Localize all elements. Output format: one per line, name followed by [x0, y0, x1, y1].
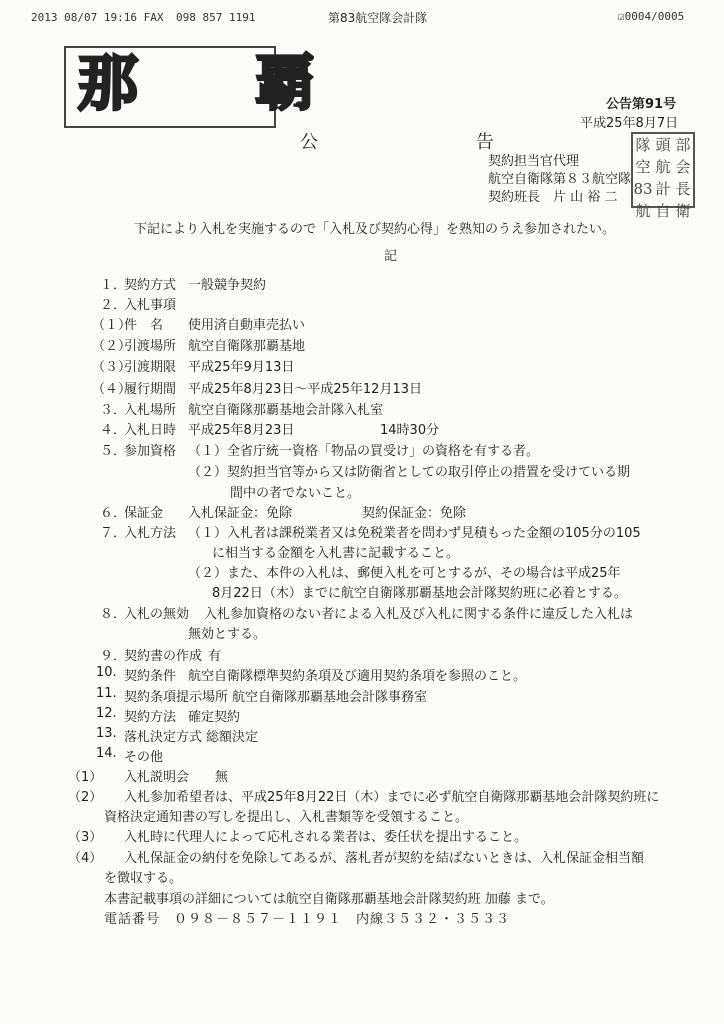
item-2-3-value: 平成25年9月13日: [188, 360, 295, 375]
other-2-num: （2）: [68, 790, 103, 805]
other-4-text-a: 入札保証金の納付を免除してあるが、落札者が契約を結ばないときは、入札保証金相当額: [124, 851, 645, 866]
item-14-num: 14.: [96, 746, 117, 761]
other-1-num: （1）: [68, 770, 103, 785]
item-3-value: 航空自衛隊那覇基地会計隊入札室: [188, 403, 384, 418]
item-4-time: 14時30分: [380, 423, 440, 438]
seal-char: 航: [655, 158, 671, 176]
seal-char: 衛: [675, 202, 691, 220]
item-8-num: ８．: [100, 607, 127, 622]
item-1-label: 契約方式: [124, 278, 177, 293]
item-10-value: 航空自衛隊標準契約条項及び適用契約条項を参照のこと。: [188, 669, 527, 684]
item-2-4-value: 平成25年8月23日～平成25年12月13日: [188, 382, 422, 397]
seal-char: 部: [675, 136, 691, 154]
item-5-sub2b: 間中の者でないこと。: [230, 486, 361, 501]
item-2-2-label: 引渡場所: [124, 339, 177, 354]
item-2-4-num: （４）: [92, 382, 132, 397]
fax-page-number: 0004/0005: [624, 10, 685, 23]
item-9-num: ９．: [100, 649, 127, 664]
item-4-num: ４．: [100, 423, 127, 438]
other-4-text-b: を徴収する。: [104, 871, 183, 886]
fax-datetime: 2013 08/07 19:16 FAX: [31, 11, 164, 24]
item-11-label: 契約条項提示場所: [124, 690, 229, 705]
item-11-num: 11.: [96, 686, 117, 701]
seal-char: 空: [635, 158, 651, 176]
item-2-num: ２．: [100, 298, 127, 313]
fax-page-icon: ☑: [618, 10, 625, 23]
item-3-num: ３．: [100, 403, 127, 418]
item-13-value: 総額決定: [206, 730, 259, 745]
other-2-text-a: 入札参加希望者は、平成25年8月22日（木）までに必ず航空自衛隊那覇基地会計隊契約班に: [124, 790, 660, 805]
item-7-label: 入札方法: [124, 526, 177, 541]
seal-char: 計: [655, 180, 671, 198]
notice-number: 公告第91号: [606, 97, 677, 112]
seal-char: 長: [675, 180, 691, 198]
other-3-text: 入札時に代理人によって応札される業者は、委任状を提出すること。: [124, 830, 528, 845]
item-2-2-value: 航空自衛隊那覇基地: [188, 339, 306, 354]
item-2-2-num: （２）: [92, 339, 132, 354]
item-5-label: 参加資格: [124, 444, 177, 459]
footer-contact: 本書記載事項の詳細については航空自衛隊那覇基地会計隊契約班 加藤 まで。: [104, 892, 554, 907]
item-10-label: 契約条件: [124, 669, 177, 684]
item-7-sub2b: 8月22日（木）までに航空自衛隊那覇基地会計隊契約班に必着とする。: [212, 586, 627, 601]
item-6-value1: 入札保証金：免除: [188, 506, 293, 521]
seal-char: 会: [675, 158, 691, 176]
other-4-num: （4）: [68, 851, 103, 866]
item-7-num: ７．: [100, 526, 127, 541]
seal-char: 頭: [655, 136, 671, 154]
item-6-num: ６．: [100, 506, 127, 521]
item-14-label: その他: [124, 750, 164, 765]
item-13-num: 13.: [96, 726, 117, 741]
item-2-label: 入札事項: [124, 298, 177, 313]
item-4-value: 平成25年8月23日: [188, 423, 295, 438]
notice-date: 平成25年8月7日: [580, 116, 679, 131]
item-12-num: 12.: [96, 706, 117, 721]
item-6-label: 保証金: [124, 506, 164, 521]
item-12-value: 確定契約: [188, 710, 241, 725]
seal-char: 自: [655, 202, 671, 220]
official-seal: [631, 132, 695, 220]
page-title: 公 告: [300, 132, 570, 153]
item-10-num: 10.: [96, 665, 117, 680]
item-2-1-num: （１）: [92, 318, 132, 333]
item-8-value-b: 無効とする。: [188, 627, 267, 642]
item-3-label: 入札場所: [124, 403, 177, 418]
fax-page: [618, 10, 684, 23]
issuer-line1: 契約担当官代理: [488, 154, 580, 169]
intro-text: 下記により入札を実施するので「入札及び契約心得」を熟知のうえ参加されたい。: [134, 222, 616, 237]
item-8-value-a: 入札参加資格のない者による入札及び入札に関する条件に違反した入札は: [204, 607, 634, 622]
item-7-sub1a: （１）入札者は課税業者又は免税業者を問わず見積もった金額の105分の105: [188, 526, 641, 541]
item-5-num: ５．: [100, 444, 127, 459]
other-2-text-b: 資格決定通知書の写しを提出し、入札書類等を受領すること。: [104, 810, 469, 825]
item-4-label: 入札日時: [124, 423, 177, 438]
naha-stamp: 那 覇: [78, 49, 363, 119]
issuer-line3: 契約班長 片 山 裕 二: [488, 190, 618, 205]
other-1-text: 入札説明会 無: [124, 770, 229, 785]
item-8-label: 入札の無効: [124, 607, 190, 622]
footer-phone: 電話番号 ０９８－８５７－１１９１ 内線３５３２・３５３３: [104, 912, 511, 927]
item-2-3-label: 引渡期限: [124, 360, 177, 375]
item-2-1-value: 使用済自動車売払い: [188, 318, 306, 333]
other-3-num: （3）: [68, 830, 103, 845]
ki-heading: 記: [384, 249, 398, 264]
item-5-sub2a: （２）契約担当官等から又は防衛省としての取引停止の措置を受けている期: [188, 465, 631, 480]
seal-char: 航: [635, 202, 651, 220]
fax-sender: 第83航空隊会計隊: [328, 11, 428, 25]
item-9-value: 有: [208, 649, 222, 664]
seal-char: 83: [633, 180, 653, 198]
item-5-sub1: （１）全省庁統一資格「物品の買受け」の資格を有する者。: [188, 444, 540, 459]
item-13-label: 落札決定方式: [124, 730, 203, 745]
item-1-value: 一般競争契約: [188, 278, 267, 293]
item-1-num: １．: [100, 278, 127, 293]
item-7-sub2a: （２）また、本件の入札は、郵便入札を可とするが、その場合は平成25年: [188, 566, 621, 581]
seal-char: 隊: [635, 136, 651, 154]
issuer-line2: 航空自衛隊第８３航空隊: [488, 172, 632, 187]
item-7-sub1b: に相当する金額を入札書に記載すること。: [212, 546, 460, 561]
item-6-value2: 契約保証金：免除: [362, 506, 467, 521]
item-11-value: 航空自衛隊那覇基地会計隊事務室: [232, 690, 428, 705]
item-9-label: 契約書の作成: [124, 649, 203, 664]
item-2-1-label: 件 名: [124, 318, 164, 333]
item-12-label: 契約方法: [124, 710, 177, 725]
item-2-4-label: 履行期間: [124, 382, 177, 397]
item-2-3-num: （３）: [92, 360, 132, 375]
fax-number: 098 857 1191: [176, 11, 256, 24]
